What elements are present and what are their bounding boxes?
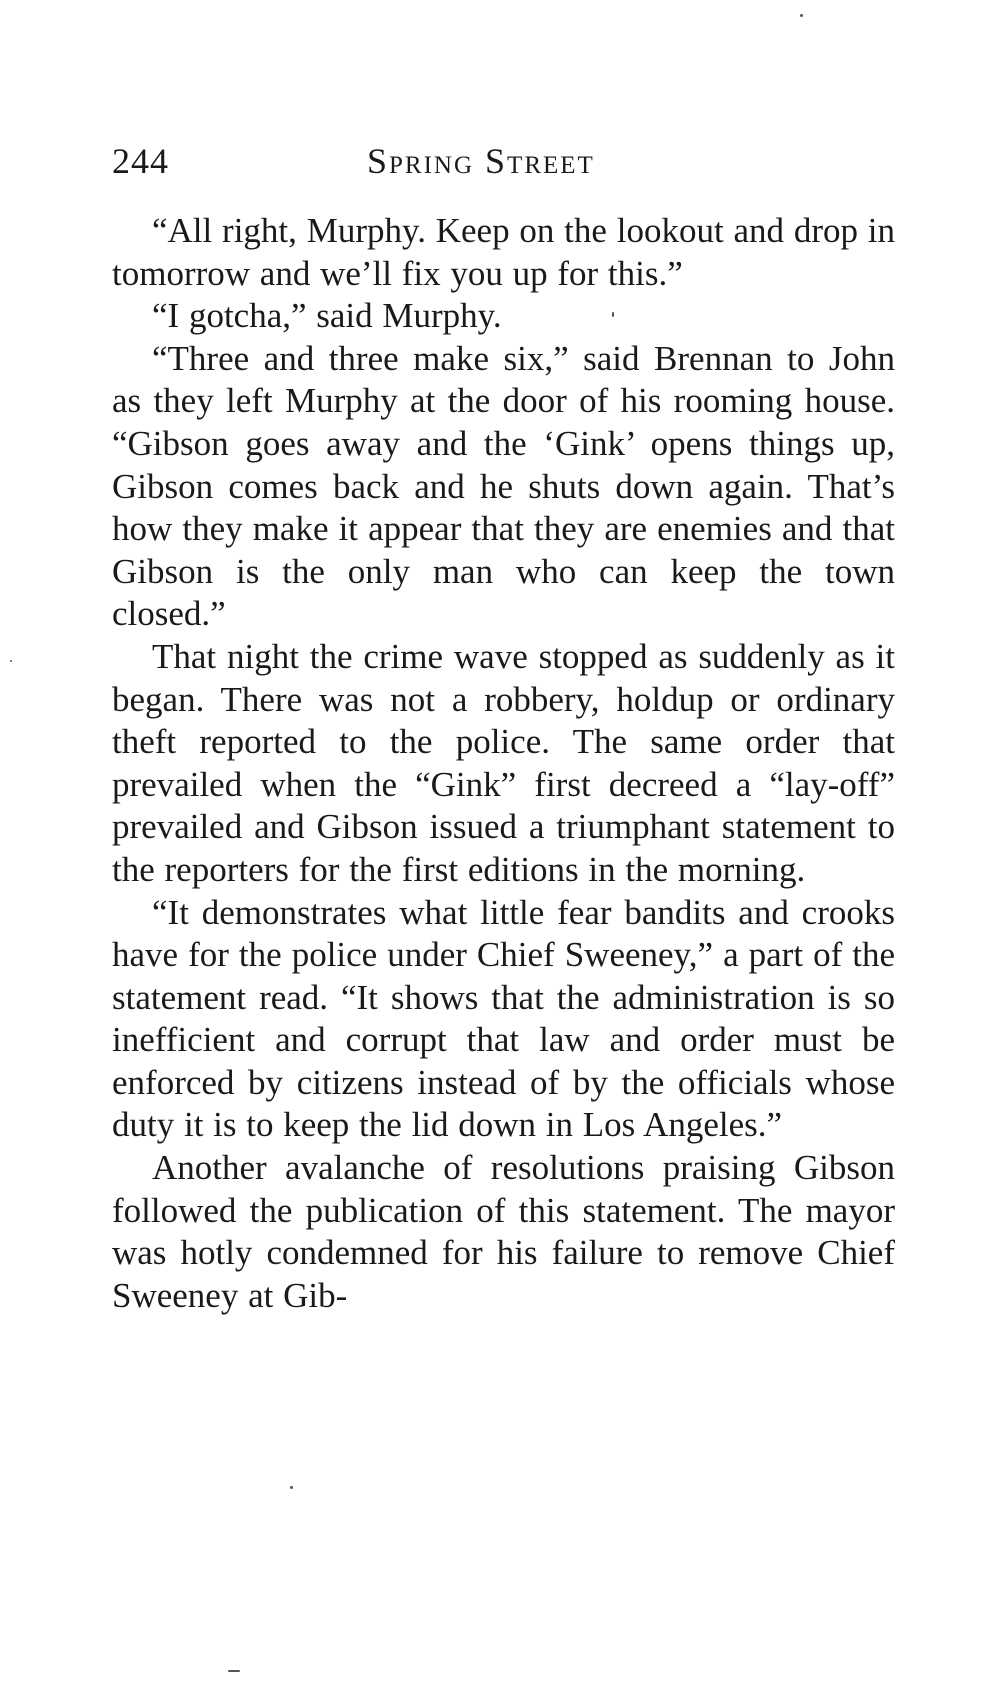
paragraph-crime-wave: That night the crime wave stopped as suddenly as it began. There was not a robbery, holdup or ordinary theft reported to the police. The same order that prevailed when the “Gink” first decreed a “lay-off” prevailed and Gibson issued a triumphant statement to the reporters for the first editions in the morning.	[112, 636, 895, 889]
scan-speck	[612, 312, 614, 317]
scan-speck	[290, 1486, 293, 1489]
running-title: Spring Street	[367, 141, 595, 181]
paragraph-murphy-reply: “All right, Murphy. Keep on the lookout and drop in tomorrow and we’ll fix you up for this.”	[112, 211, 895, 293]
paragraph-gotcha: “I gotcha,” said Murphy.	[152, 296, 502, 336]
scan-speck	[10, 660, 12, 662]
scan-speck	[228, 1670, 240, 1672]
paragraph-statement: “It demonstrates what little fear bandits and crooks have for the police under Chief Sweeney,” a part of the statement read. “It shows that the administration is so inefficient and corrupt that law and order must be enforced by citizens instead of by the officials whose duty it is to keep the lid down in Los Angeles.”	[112, 892, 895, 1145]
page-number: 244	[112, 141, 169, 181]
paragraph-three-and-three: “Three and three make six,” said Brennan to John as they left Murphy at the door of his rooming house. “Gibson goes away and the ‘Gink’ opens things up, Gibson comes back and he shuts down again. That’s how they make it appear that they are enemies and that Gibson is the only man who can keep the town closed.”	[112, 338, 895, 634]
page-header	[112, 140, 882, 190]
paragraph-avalanche: Another avalanche of resolutions praising Gibson followed the publication of this statement. The mayor was hotly condemned for his failure to remove Chief Sweeney at Gib-	[112, 1148, 895, 1315]
body-text	[112, 210, 895, 1317]
scan-speck	[800, 14, 803, 17]
